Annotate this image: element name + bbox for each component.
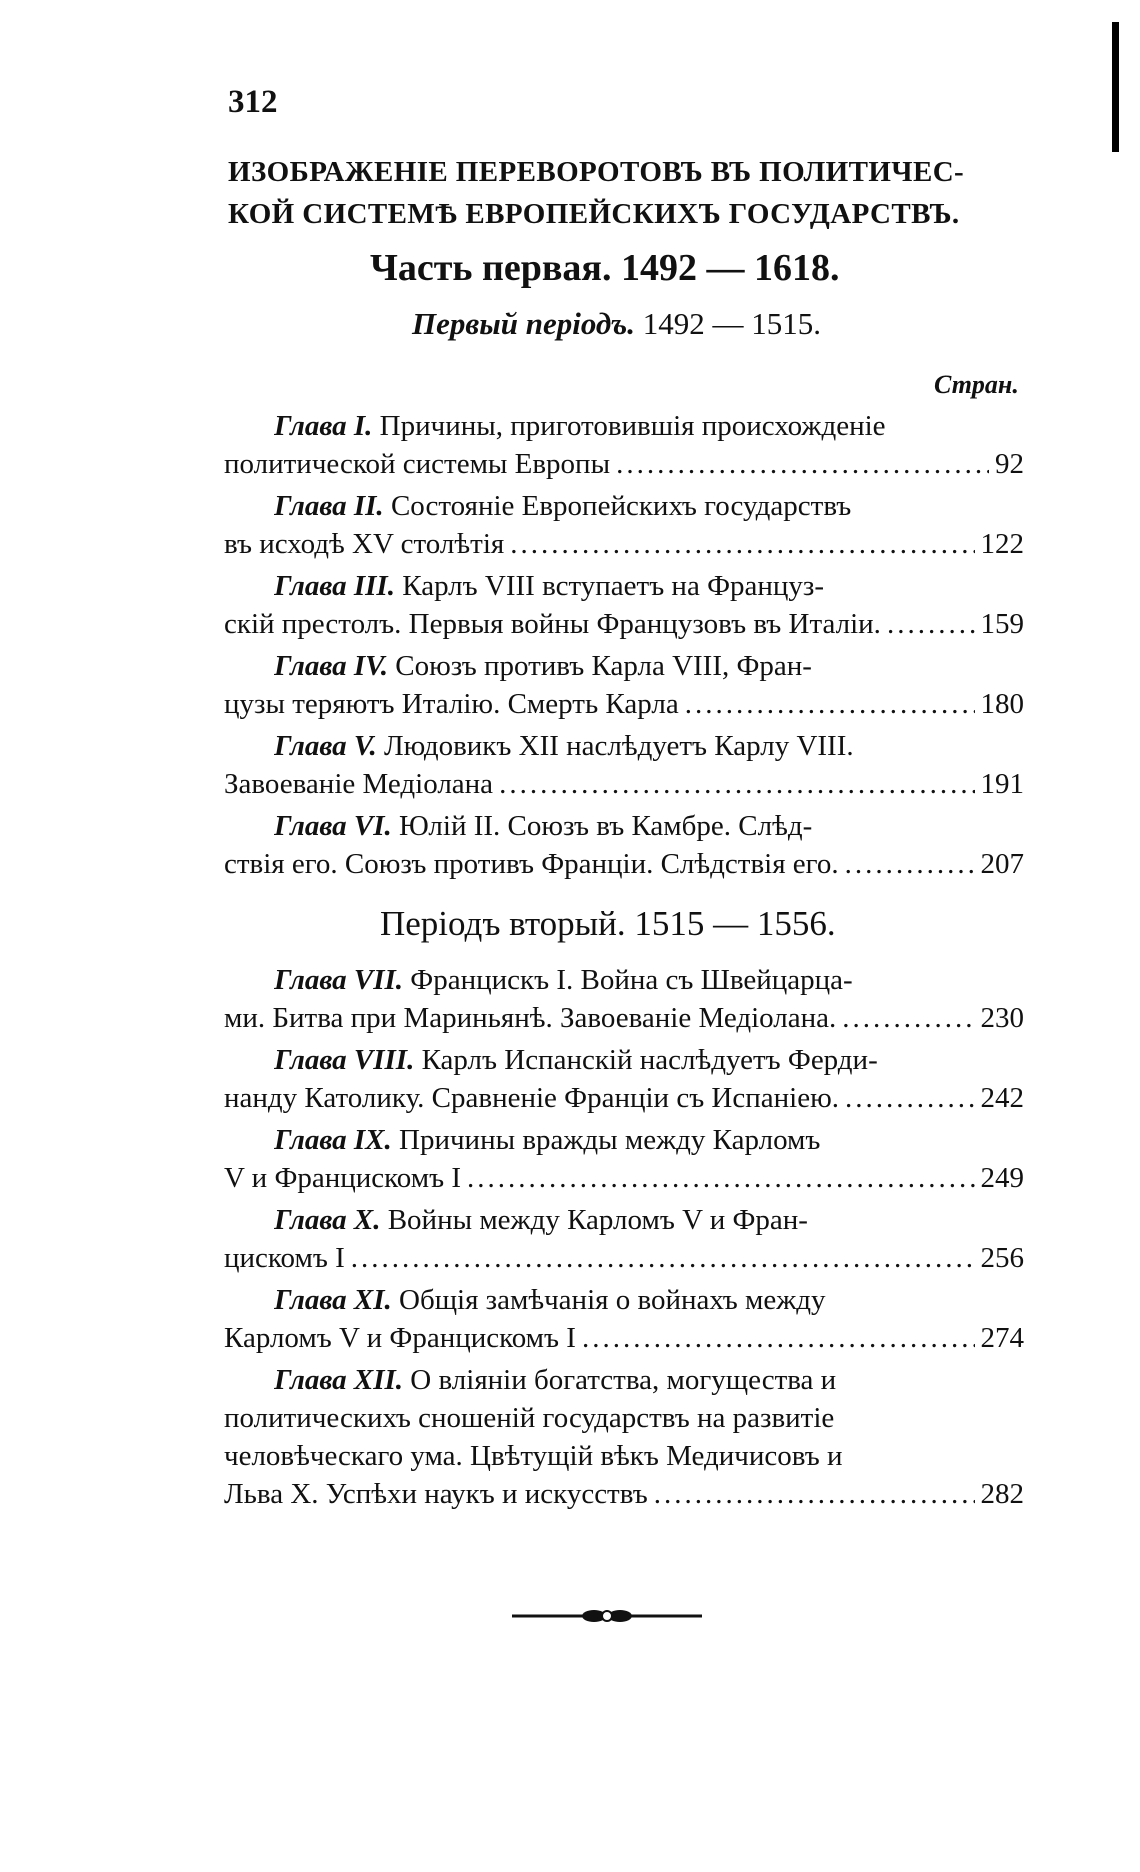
title-line-2: КОЙ СИСТЕМѢ ЕВРОПЕЙСКИХЪ ГОСУДАРСТВЪ. [228,198,960,230]
chapter-title-cont: ствія его. Союзъ противъ Франціи. Слѣдствія его. [224,848,839,880]
chapter-label: Глава VIII. [274,1044,415,1076]
chapter-label: Глава V. [274,730,377,762]
toc-entry-8-line-2 [224,1076,1024,1120]
chapter-label: Глава II. [274,490,384,522]
dot-leader [351,1236,975,1280]
dot-leader [510,522,974,566]
chapter-label: Глава XI. [274,1284,392,1316]
dot-leader [845,1076,974,1120]
page-ref: 159 [980,608,1024,640]
chapter-label: Глава VII. [274,964,404,996]
chapter-title-cont: Завоеваніе Медіолана [224,768,494,800]
chapter-label: Глава I. [274,410,373,442]
page-ref: 180 [980,688,1024,720]
dot-leader [616,442,989,486]
dot-leader [499,762,974,806]
title-line-1: ИЗОБРАЖЕНІЕ ПЕРЕВОРОТОВЪ ВЪ ПОЛИТИЧЕС- [228,156,965,188]
dot-leader [654,1472,975,1516]
chapter-label: Глава IX. [274,1124,392,1156]
chapter-title: Состояніе Европейскихъ государствъ [390,490,852,522]
chapter-label: Глава IV. [274,650,389,682]
chapter-title: Причины вражды между Карломъ [399,1124,821,1156]
toc-entry-4-line-2 [224,682,1024,726]
part-heading: Часть первая. 1492 — 1618. [370,247,840,289]
chapter-title-cont: политической системы Европы [224,448,611,480]
dot-leader [467,1156,975,1200]
chapter-title: О вліяніи богатства, могущества и [410,1364,837,1396]
period1-heading [412,306,821,342]
period1-years: 1492 — 1515. [642,306,821,341]
dot-leader [887,602,975,646]
chapter-title: Францискъ I. Война съ Швейцарца- [410,964,853,996]
chapter-title: Союзъ противъ Карла VIII, Фран- [395,650,812,682]
toc-entry-10-line-2 [224,1236,1024,1280]
page-ref: 191 [980,768,1024,800]
dot-leader [842,996,974,1040]
chapter-label: Глава XII. [274,1364,404,1396]
chapter-label: Глава III. [274,570,395,602]
page-ref: 256 [980,1242,1024,1274]
chapter-title-cont: Льва X. Успѣхи наукъ и искусствъ [224,1478,648,1510]
page-ref: 207 [980,848,1024,880]
chapter-label: Глава VI. [274,810,392,842]
page-ref: 249 [980,1162,1024,1194]
chapter-title: Карлъ Испанскій наслѣдуетъ Ферди- [421,1044,878,1076]
chapter-label: Глава X. [274,1204,381,1236]
page-edge [1112,22,1119,152]
toc-entry-12-line-3: человѣческаго ума. Цвѣтущій вѣкъ Медичисовъ и [224,1440,843,1472]
toc-entry-5-line-2 [224,762,1024,806]
page-ref: 274 [980,1322,1024,1354]
period2-heading: Періодъ вторый. 1515 — 1556. [380,904,836,943]
toc-entry-12-line-4 [224,1472,1024,1516]
toc-entry-1-line-2 [224,442,1024,486]
pages-column-label: Стран. [934,370,1019,399]
chapter-title: Войны между Карломъ V и Фран- [387,1204,808,1236]
chapter-title-cont: ми. Битва при Мариньянѣ. Завоеваніе Медіолана. [224,1002,837,1034]
toc-entry-6-line-2 [224,842,1024,886]
chapter-title: Общія замѣчанія о войнахъ между [399,1284,826,1316]
toc-entry-9-line-2 [224,1156,1024,1200]
toc-entry-3-line-2 [224,602,1024,646]
toc-entry-12-line-2: политическихъ сношеній государствъ на развитіе [224,1402,835,1434]
toc-entry-7-line-2 [224,996,1024,1040]
toc-entry-11-line-2 [224,1316,1024,1360]
page-number: 312 [228,84,278,120]
chapter-title: Людовикъ XII наслѣдуетъ Карлу VIII. [383,730,854,762]
page-ref: 242 [980,1082,1024,1114]
chapter-title-cont: цузы теряютъ Италію. Смерть Карла [224,688,679,720]
chapter-title-cont: въ исходѣ XV столѣтія [224,528,505,560]
chapter-title: Причины, приготовившія происхожденіе [379,410,886,442]
period1-label: Первый періодъ. [412,306,635,341]
page-ref: 282 [980,1478,1024,1510]
chapter-title-cont: скій престолъ. Первыя войны Французовъ въ Италіи. [224,608,881,640]
dot-leader [582,1316,975,1360]
page-ref: 122 [980,528,1024,560]
chapter-title-cont: Карломъ V и Францискомъ I [224,1322,576,1354]
dot-leader [845,842,975,886]
chapter-title: Юлій II. Союзъ въ Камбре. Слѣд- [399,810,813,842]
end-ornament [512,1604,702,1628]
dot-leader [685,682,975,726]
toc-entry-2-line-2 [224,522,1024,566]
chapter-title-cont: цискомъ I [224,1242,345,1274]
page-ref: 230 [980,1002,1024,1034]
chapter-title: Карлъ VIII вступаетъ на Француз- [402,570,825,602]
page-ref: 92 [995,448,1024,480]
chapter-title-cont: V и Францискомъ I [224,1162,461,1194]
chapter-title-cont: нанду Католику. Сравненіе Франціи съ Испаніею. [224,1082,840,1114]
